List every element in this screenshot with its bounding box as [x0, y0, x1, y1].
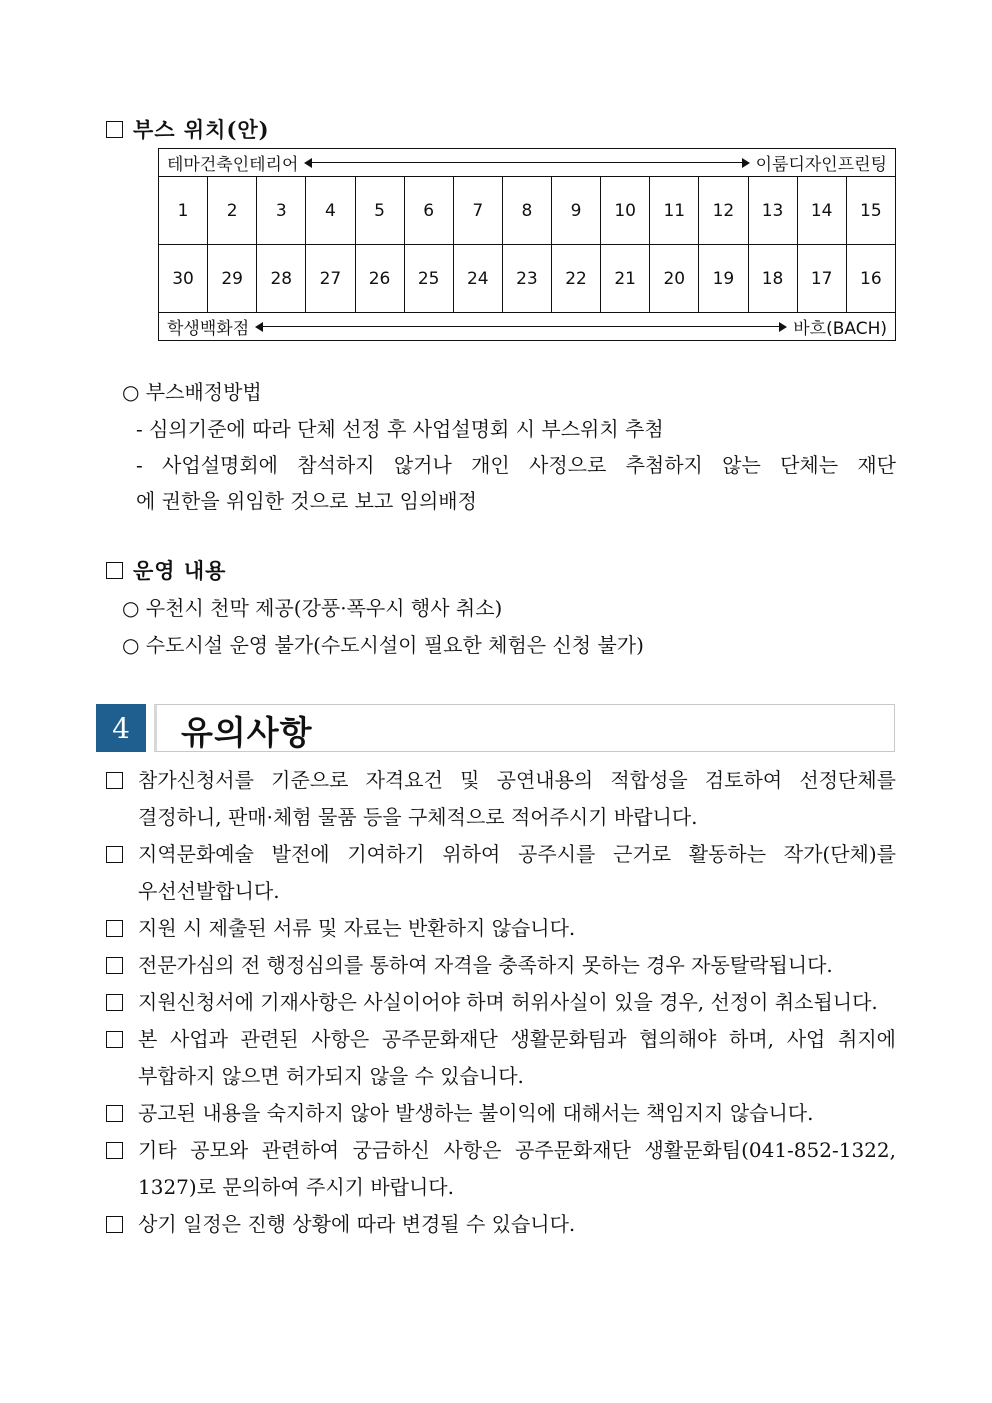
section-number-badge: 4 — [96, 704, 146, 752]
booth-cell: 13 — [748, 177, 797, 245]
booth-bottom-label-row — [159, 313, 896, 341]
booth-cell: 30 — [159, 245, 208, 313]
booth-cell: 8 — [502, 177, 551, 245]
allocation-heading: ○ 부스배정방법 — [122, 380, 262, 404]
booth-cell: 22 — [552, 245, 601, 313]
booth-cell: 28 — [257, 245, 306, 313]
checkbox-square-icon — [106, 1142, 123, 1159]
booth-row-1 — [159, 177, 896, 245]
notice-item — [106, 1095, 896, 1132]
notice-line: 본 사업과 관련된 사항은 공주문화재단 생활문화팀과 협의해야 하며, 사업 취지에 — [138, 1027, 896, 1051]
notice-item — [106, 1206, 896, 1243]
booth-cell: 18 — [748, 245, 797, 313]
booth-cell: 21 — [601, 245, 650, 313]
top-right-label: 이룸디자인프린팅 — [755, 155, 887, 175]
booth-layout-table — [158, 148, 896, 341]
booth-cell: 10 — [601, 177, 650, 245]
booth-cell: 14 — [797, 177, 846, 245]
booth-cell: 2 — [208, 177, 257, 245]
booth-cell: 9 — [552, 177, 601, 245]
section-title: 유의사항 — [181, 713, 313, 752]
notice-item — [106, 1021, 896, 1095]
booth-cell: 17 — [797, 245, 846, 313]
allocation-line-2a: - 사업설명회에 참석하지 않거나 개인 사정으로 추첨하지 않는 단체는 재단 — [136, 453, 896, 477]
booth-cell: 6 — [404, 177, 453, 245]
booth-cell: 12 — [699, 177, 748, 245]
top-left-label: 테마건축인테리어 — [167, 155, 299, 175]
booth-cell: 7 — [453, 177, 502, 245]
booth-cell: 5 — [355, 177, 404, 245]
notice-line: 결정하니, 판매·체험 물품 등을 구체적으로 적어주시기 바랍니다. — [138, 805, 698, 829]
double-arrow-icon — [304, 158, 749, 168]
booth-cell: 16 — [846, 245, 895, 313]
notice-line: 지원 시 제출된 서류 및 자료는 반환하지 않습니다. — [138, 916, 576, 940]
checkbox-square-icon — [106, 920, 123, 937]
booth-cell: 29 — [208, 245, 257, 313]
booth-cell: 24 — [453, 245, 502, 313]
notice-item — [106, 947, 896, 984]
notice-line: 지원신청서에 기재사항은 사실이어야 하며 허위사실이 있을 경우, 선정이 취소됩니다. — [138, 990, 878, 1014]
notice-item — [106, 836, 896, 910]
checkbox-square-icon — [106, 846, 123, 863]
booth-cell: 26 — [355, 245, 404, 313]
notice-item — [106, 910, 896, 947]
notice-line: 전문가심의 전 행정심의를 통하여 자격을 충족하지 못하는 경우 자동탈락됩니다. — [138, 953, 833, 977]
booth-section-title: 부스 위치(안) — [106, 114, 270, 144]
bottom-left-label: 학생백화점 — [167, 319, 250, 339]
booth-cell: 1 — [159, 177, 208, 245]
booth-cell: 25 — [404, 245, 453, 313]
booth-cell: 19 — [699, 245, 748, 313]
checkbox-square-icon — [106, 994, 123, 1011]
notice-line: 기타 공모와 관련하여 궁금하신 사항은 공주문화재단 생활문화팀(041-852-1322, — [138, 1138, 896, 1162]
checkbox-square-icon — [106, 121, 123, 138]
notice-line: 부합하지 않으면 허가되지 않을 수 있습니다. — [138, 1064, 524, 1088]
checkbox-square-icon — [106, 562, 123, 579]
booth-cell: 23 — [502, 245, 551, 313]
checkbox-square-icon — [106, 1216, 123, 1233]
checkbox-square-icon — [106, 1031, 123, 1048]
bottom-right-label: 바흐(BACH) — [793, 319, 887, 339]
operation-item-1: ○ 우천시 천막 제공(강풍·폭우시 행사 취소) — [122, 596, 503, 620]
notice-item — [106, 1132, 896, 1206]
checkbox-square-icon — [106, 957, 123, 974]
booth-cell: 3 — [257, 177, 306, 245]
operation-section-title: 운영 내용 — [106, 555, 226, 585]
operation-item-2: ○ 수도시설 운영 불가(수도시설이 필요한 체험은 신청 불가) — [122, 633, 644, 657]
notice-line: 상기 일정은 진행 상황에 따라 변경될 수 있습니다. — [138, 1212, 576, 1236]
booth-cell: 20 — [650, 245, 699, 313]
notice-line: 지역문화예술 발전에 기여하기 위하여 공주시를 근거로 활동하는 작가(단체)를 — [138, 842, 896, 866]
booth-cell: 11 — [650, 177, 699, 245]
booth-cell: 15 — [846, 177, 895, 245]
notice-line: 공고된 내용을 숙지하지 않아 발생하는 불이익에 대해서는 책임지지 않습니다. — [138, 1101, 814, 1125]
booth-row-2 — [159, 245, 896, 313]
notice-line: 우선선발합니다. — [138, 879, 280, 903]
checkbox-square-icon — [106, 1105, 123, 1122]
double-arrow-icon — [255, 322, 787, 332]
notice-line: 1327)로 문의하여 주시기 바랍니다. — [138, 1175, 454, 1199]
notice-item — [106, 984, 896, 1021]
booth-cell: 27 — [306, 245, 355, 313]
checkbox-square-icon — [106, 772, 123, 789]
allocation-line-2b: 에 권한을 위임한 것으로 보고 임의배정 — [136, 489, 477, 513]
notice-item — [106, 762, 896, 836]
booth-top-label-row — [159, 149, 896, 177]
section-title-banner — [154, 704, 895, 752]
booth-cell: 4 — [306, 177, 355, 245]
notice-line: 참가신청서를 기준으로 자격요건 및 공연내용의 적합성을 검토하여 선정단체를 — [138, 768, 896, 792]
allocation-line-1: - 심의기준에 따라 단체 선정 후 사업설명회 시 부스위치 추첨 — [136, 417, 664, 441]
